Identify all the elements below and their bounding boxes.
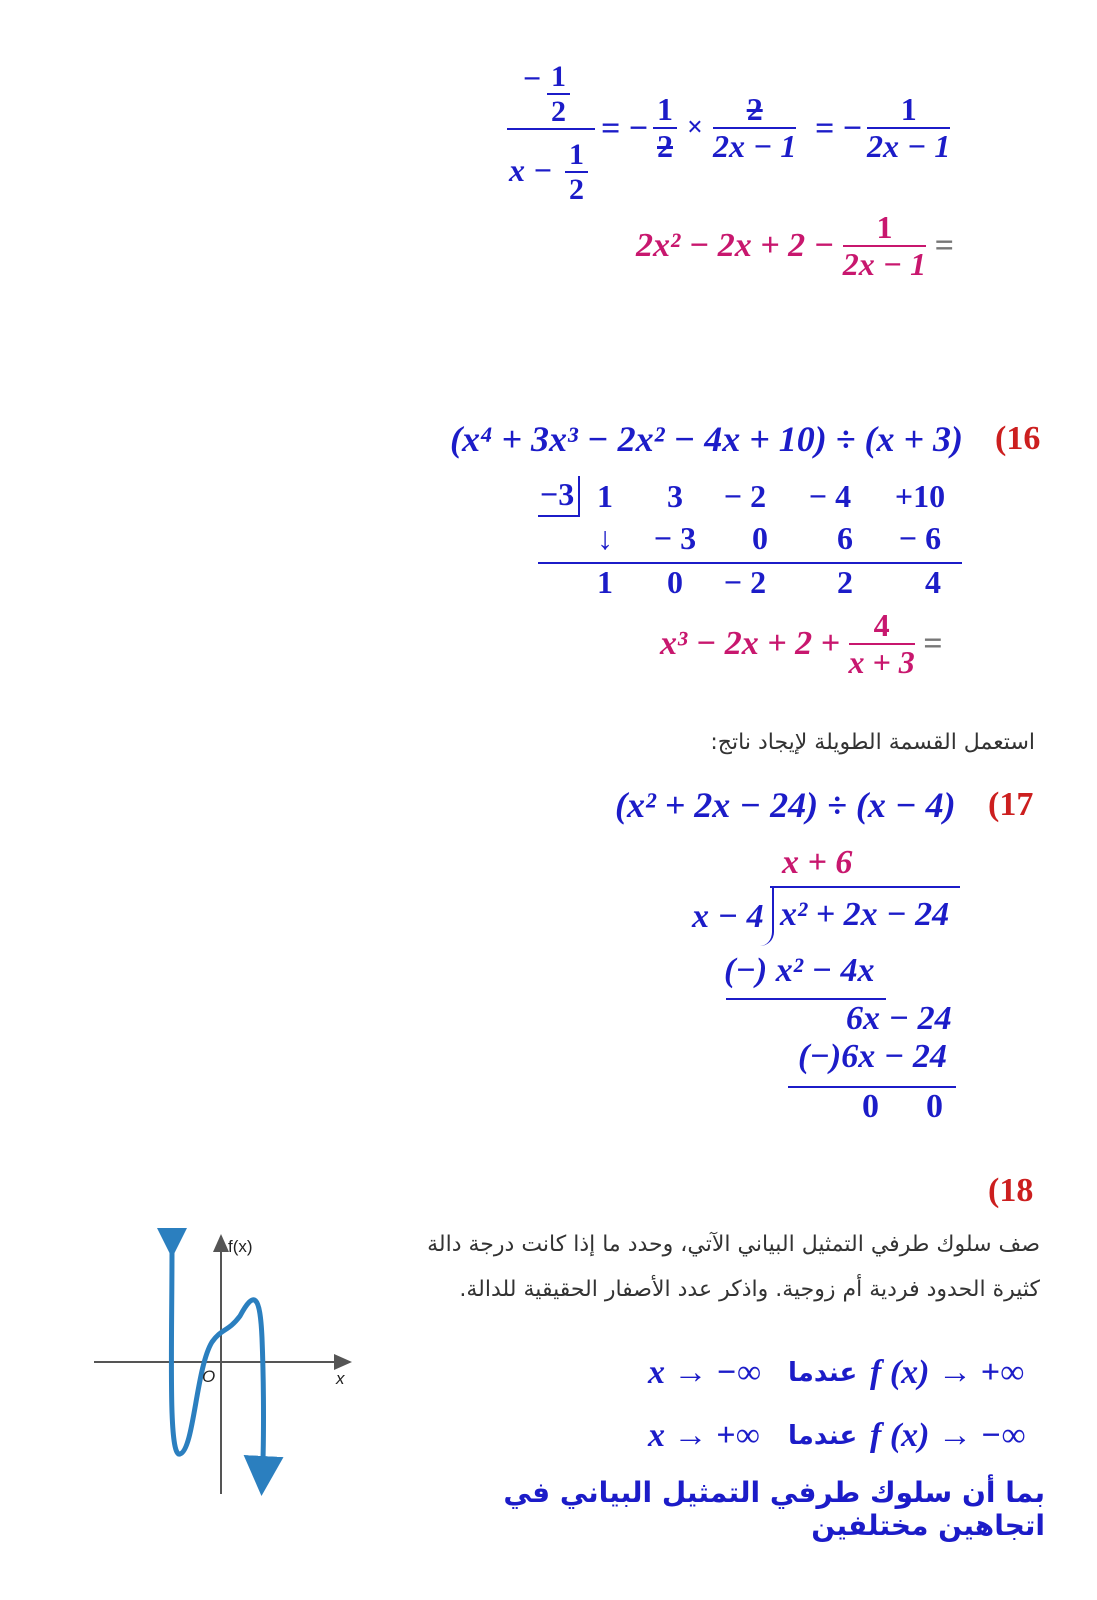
- row3-c4: 2: [837, 564, 853, 600]
- lhs-num-den: 2: [551, 95, 566, 128]
- q17-number: (17: [988, 786, 1034, 823]
- f1-num: 1: [653, 92, 677, 129]
- ld-divisor: x − 4: [692, 898, 764, 935]
- f2-num: 2: [713, 92, 796, 129]
- lhs-num-num: 1: [547, 60, 570, 95]
- polynomial-graph: [88, 1228, 360, 1500]
- q16-result-num: 4: [849, 608, 915, 645]
- q18-line2-when: عندما: [788, 1421, 858, 1451]
- ld-sub2: (−)6x − 24: [798, 1038, 947, 1075]
- q16-result-lead: x³ − 2x + 2 +: [660, 625, 841, 663]
- q16-result-trail: =: [923, 625, 943, 663]
- f2-den: 2x − 1: [713, 128, 797, 165]
- q16-problem: (x⁴ + 3x³ − 2x² − 4x + 10) ÷ (x + 3): [450, 419, 963, 459]
- q16-result-den: x + 3: [848, 644, 915, 681]
- x-axis-label: x: [336, 1369, 345, 1388]
- row2-c2: − 3: [653, 520, 697, 556]
- long-division: [690, 840, 970, 1130]
- q18-line1-when: عندما: [788, 1358, 858, 1388]
- compound-fraction: − $\frac{1}{2}$ x − $\frac{1}{2}$: [505, 60, 595, 210]
- q18-line1: [648, 1352, 1048, 1402]
- polynomial-curve: [171, 1248, 263, 1486]
- synthetic-divisor: −3: [538, 476, 580, 517]
- q16-number: (16: [995, 420, 1041, 457]
- row3-c1: 1: [597, 564, 613, 600]
- row2-c5: − 6: [898, 520, 942, 556]
- lhs-den-frac-den: 2: [569, 173, 584, 206]
- lhs-den-frac-num: 1: [565, 138, 588, 173]
- b15-trail: =: [934, 227, 955, 265]
- row3-c3: − 2: [723, 564, 767, 600]
- eq1: = −: [601, 110, 649, 147]
- row1-c2: 3: [667, 478, 683, 514]
- block15-line2: [636, 210, 954, 282]
- origin-label: O: [202, 1367, 216, 1386]
- q16-result: [660, 608, 943, 680]
- q18-line2-f: f (x) → −∞: [870, 1417, 1026, 1454]
- q18-line1-f: f (x) → +∞: [870, 1354, 1025, 1391]
- row2-c3: 0: [752, 520, 768, 556]
- row1-c4: − 4: [808, 478, 852, 514]
- q18-description: صف سلوك طرفي التمثيل البياني الآتي، وحدد ما إذا كانت درجة دالة كثيرة الحدود فردية أم زوجية. واذكر عدد الأصفار الحقيقية للدالة.: [427, 1232, 1040, 1302]
- row2-c1: ↓: [597, 520, 613, 556]
- b15-lead: 2x² − 2x + 2 −: [636, 227, 835, 265]
- q17-instruction: استعمل القسمة الطويلة لإيجاد ناتج:: [710, 730, 1035, 755]
- f1-den: 2: [657, 128, 673, 165]
- ld-quotient: x + 6: [782, 844, 853, 881]
- block15-line1: [505, 60, 975, 210]
- row1-c1: 1: [597, 478, 613, 514]
- ld-final-a: 0: [862, 1088, 879, 1125]
- row3-c5: 4: [925, 564, 941, 600]
- row3-c2: 0: [667, 564, 683, 600]
- row1-c5: +10: [894, 478, 946, 514]
- synthetic-division: [530, 472, 970, 602]
- ld-dividend: x² + 2x − 24: [780, 896, 950, 933]
- f3-den: 2x − 1: [867, 128, 951, 165]
- y-axis-label: f(x): [228, 1237, 253, 1256]
- row1-c3: − 2: [723, 478, 767, 514]
- ld-final-b: 0: [926, 1088, 943, 1125]
- q18-line2: [648, 1415, 1048, 1465]
- f3-num: 1: [867, 92, 950, 129]
- b15-frac-den: 2x − 1: [842, 246, 927, 283]
- q17-problem: (x² + 2x − 24) ÷ (x − 4): [615, 785, 956, 825]
- ld-vinculum: [770, 886, 960, 888]
- row2-c4: 6: [837, 520, 853, 556]
- q18-conclusion: بما أن سلوك طرفي التمثيل البياني في اتجاهين مختلفين: [503, 1476, 1045, 1542]
- q18-line1-x: x → −∞: [648, 1354, 761, 1391]
- ld-sub1: (−) x² − 4x: [724, 952, 875, 989]
- times-sign: ×: [687, 112, 703, 143]
- lhs-den-x: x: [509, 152, 525, 188]
- b15-frac-num: 1: [843, 210, 926, 247]
- q18-line2-x: x → +∞: [648, 1417, 760, 1454]
- eq2: = −: [815, 110, 863, 147]
- q18-number: (18: [988, 1172, 1034, 1209]
- ld-rem1: 6x − 24: [846, 1000, 952, 1037]
